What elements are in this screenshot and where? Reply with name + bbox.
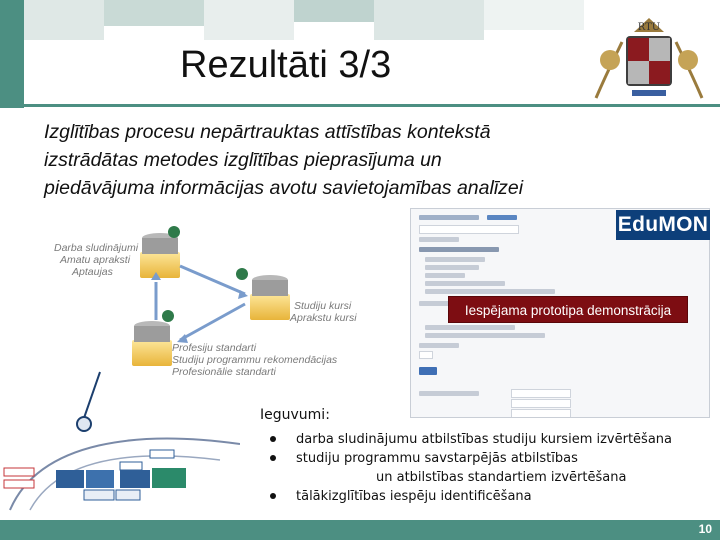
logo-text: RTU bbox=[637, 22, 661, 33]
slide-title: Rezultāti 3/3 bbox=[180, 44, 392, 86]
concept-map bbox=[0, 370, 240, 520]
results-list bbox=[270, 430, 672, 506]
diagram-label: Profesionālie standarti bbox=[172, 366, 276, 378]
list-item: studiju programmu savstarpējās atbilstības un atbilstības standartiem izvērtēšana bbox=[270, 449, 672, 487]
link-arrow bbox=[180, 304, 245, 340]
demo-banner: Iespējama prototipa demonstrācija bbox=[448, 296, 688, 323]
rtu-logo-icon bbox=[588, 10, 710, 102]
link-arrow bbox=[180, 266, 245, 294]
accent-band bbox=[0, 0, 24, 108]
header-divider bbox=[24, 104, 720, 107]
subtitle-line: Izglītības procesu nepārtrauktas attīstības kontekstā bbox=[44, 121, 491, 143]
page-number: 10 bbox=[698, 522, 712, 536]
slide-footer bbox=[0, 520, 720, 540]
diagram-label: Amatu apraksti bbox=[60, 254, 131, 266]
edumon-logo: EduMON bbox=[616, 210, 710, 240]
diagram-label: Profesiju standarti bbox=[172, 342, 257, 354]
diagram-label: Studiju kursi bbox=[294, 300, 352, 312]
folder-db-icon bbox=[132, 310, 174, 366]
bullet-icon bbox=[270, 455, 276, 461]
diagram-label: Darba sludinājumi bbox=[54, 242, 139, 254]
source-diagram bbox=[40, 222, 400, 382]
folder-db-icon bbox=[140, 226, 180, 278]
subtitle-line: izstrādātas metodes izglītības pieprasījuma un bbox=[44, 149, 442, 171]
results-heading: Ieguvumi: bbox=[260, 407, 330, 423]
list-item: tālākizglītības iespēju identificēšana bbox=[270, 487, 672, 506]
bullet-icon bbox=[270, 493, 276, 499]
diagram-label: Aprakstu kursi bbox=[290, 312, 357, 324]
subtitle-line: piedāvājuma informācijas avotu savietojamības analīzei bbox=[44, 177, 524, 199]
list-item: darba sludinājumu atbilstības studiju kursiem izvērtēšana bbox=[270, 430, 672, 449]
header-tiles bbox=[24, 0, 584, 40]
bullet-icon bbox=[270, 436, 276, 442]
slide-subtitle bbox=[44, 118, 694, 202]
slide-header bbox=[0, 0, 720, 106]
diagram-label: Studiju programmu rekomendācijas bbox=[172, 354, 338, 366]
diagram-label: Aptaujas bbox=[72, 266, 113, 278]
